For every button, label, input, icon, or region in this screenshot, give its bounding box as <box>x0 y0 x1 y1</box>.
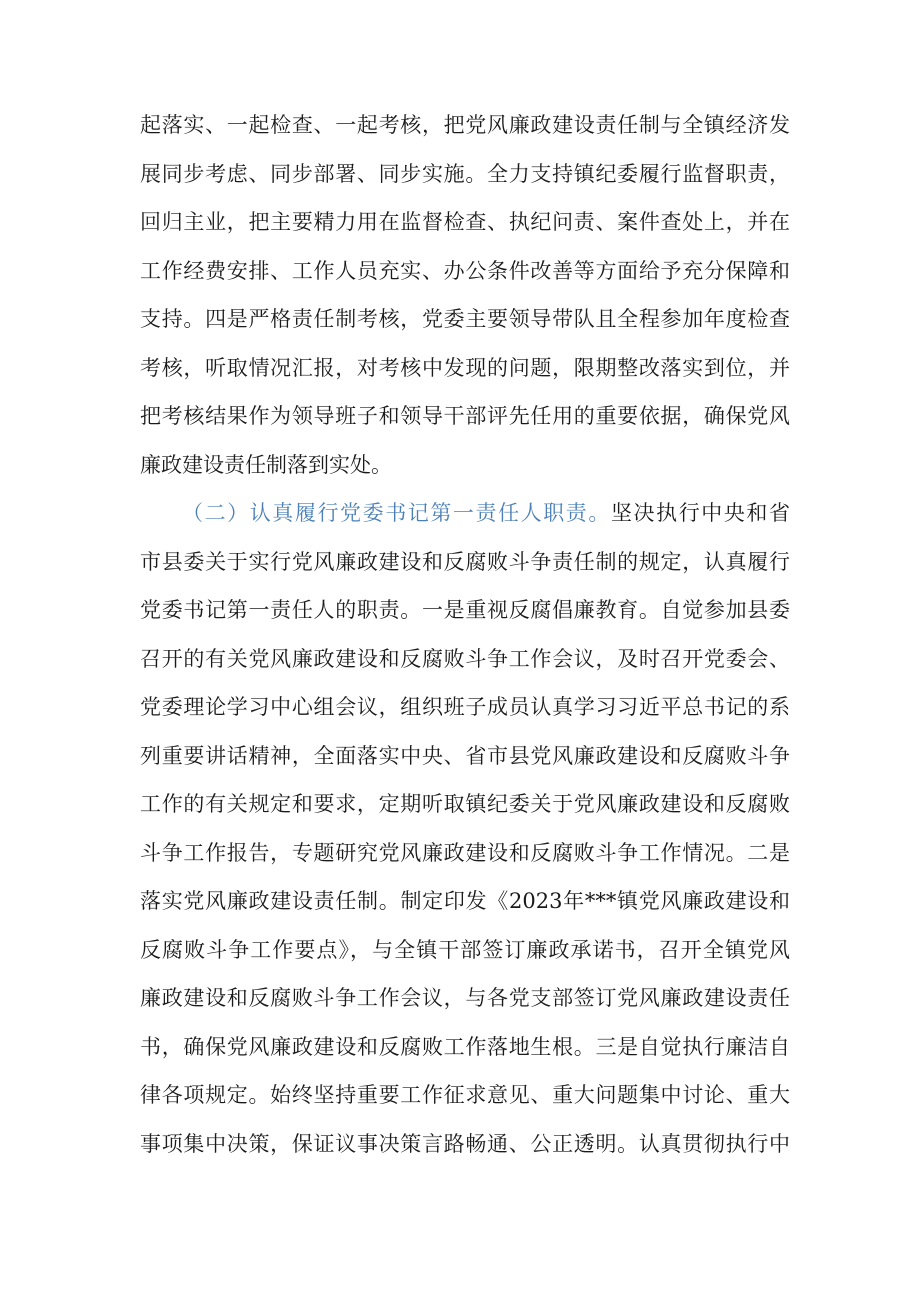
text-line: 党委理论学习中心组会议，组织班子成员认真学习习近平总书记的系 <box>140 695 790 719</box>
paragraph-1 <box>140 101 790 489</box>
paragraph-2-first-line <box>140 489 790 538</box>
text-line: 支持。四是严格责任制考核，党委主要领导带队且全程参加年度检查 <box>140 307 790 331</box>
text-line: 考核，听取情况汇报，对考核中发现的问题，限期整改落实到位，并 <box>140 355 790 380</box>
text-line: 斗争工作报告，专题研究党风廉政建设和反腐败斗争工作情况。二是 <box>140 840 790 865</box>
section-heading: （二）认真履行党委书记第一责任人职责。 <box>182 501 611 525</box>
text-line: 律各项规定。始终坚持重要工作征求意见、重大问题集中讨论、重大 <box>140 1083 790 1107</box>
text-line: 书，确保党风廉政建设和反腐败工作落地生根。三是自觉执行廉洁自 <box>140 1034 790 1059</box>
paragraph-2 <box>140 489 790 1168</box>
text-line: 廉政建设和反腐败斗争工作会议，与各党支部签订党风廉政建设责任 <box>140 986 790 1010</box>
text-line: 展同步考虑、同步部署、同步实施。全力支持镇纪委履行监督职责， <box>140 161 790 186</box>
text-line: 回归主业，把主要精力用在监督检查、执纪问责、案件查处上，并在 <box>140 210 790 234</box>
document-body <box>140 101 790 1168</box>
text-line: 落实党风廉政建设责任制。制定印发《2023年***镇党风廉政建设和 <box>140 889 790 913</box>
text-line: 工作的有关规定和要求，定期听取镇纪委关于党风廉政建设和反腐败 <box>140 792 790 816</box>
text-line: 列重要讲话精神，全面落实中央、省市县党风廉政建设和反腐败斗争 <box>140 743 790 768</box>
text-line: 事项集中决策，保证议事决策言路畅通、公正透明。认真贯彻执行中 <box>140 1131 790 1156</box>
text-line: 召开的有关党风廉政建设和反腐败斗争工作会议，及时召开党委会、 <box>140 646 790 671</box>
text-line: 市县委关于实行党风廉政建设和反腐败斗争责任制的规定，认真履行 <box>140 549 790 574</box>
text-line: 党委书记第一责任人的职责。一是重视反腐倡廉教育。自觉参加县委 <box>140 598 790 622</box>
text-line: 反腐败斗争工作要点》，与全镇干部签订廉政承诺书，召开全镇党风 <box>140 937 790 962</box>
text-line: 把考核结果作为领导班子和领导干部评先任用的重要依据，确保党风 <box>140 404 790 428</box>
text-line: 廉政建设责任制落到实处。 <box>140 452 392 477</box>
text-line: 起落实、一起检查、一起考核，把党风廉政建设责任制与全镇经济发 <box>140 113 790 137</box>
text-line: 工作经费安排、工作人员充实、办公条件改善等方面给予充分保障和 <box>140 258 790 283</box>
text-run: 坚决执行中央和省 <box>610 501 791 525</box>
